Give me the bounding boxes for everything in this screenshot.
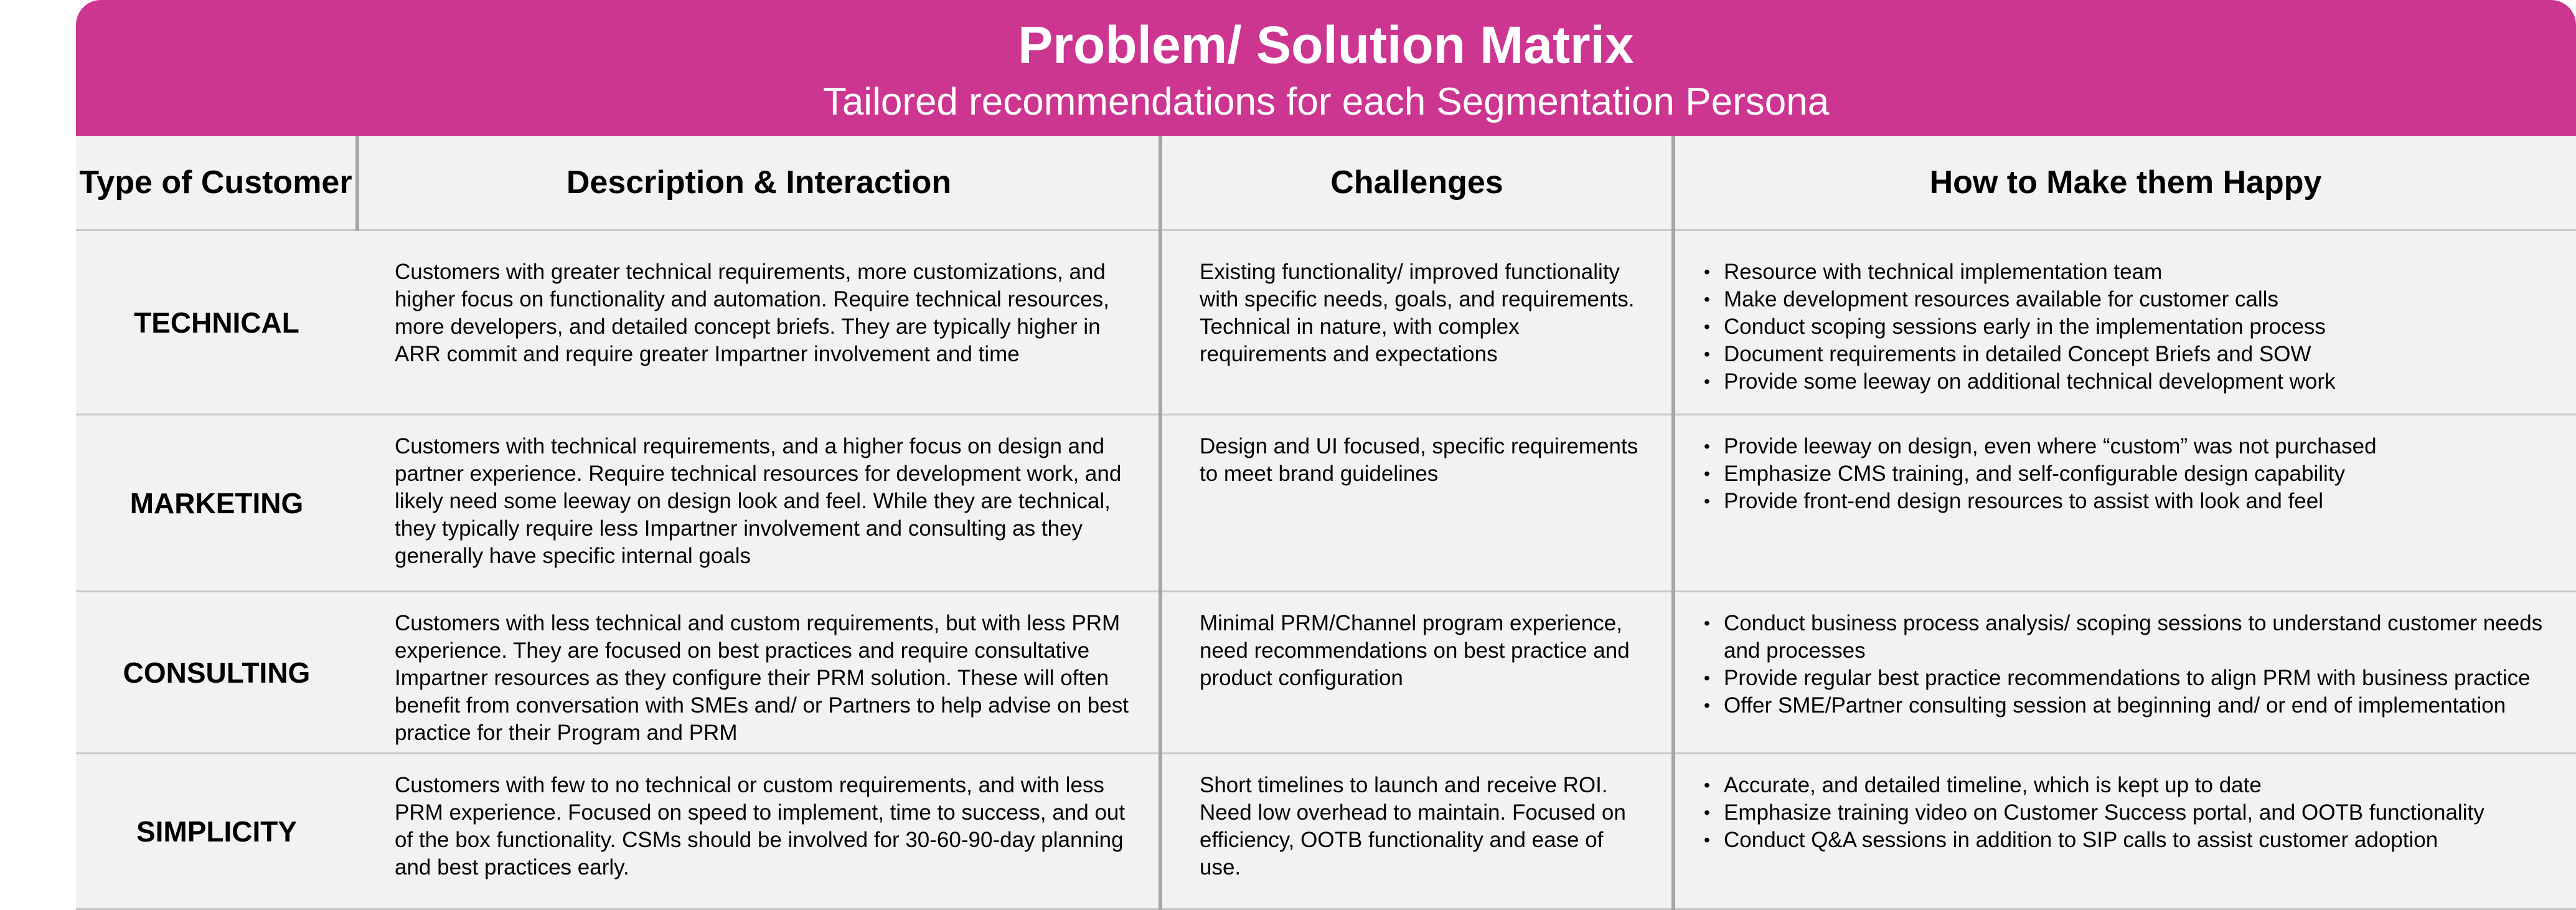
- bullet-icon: •: [1704, 372, 1710, 391]
- column-header-happy: How to Make them Happy: [1673, 136, 2576, 230]
- bullet-icon: •: [1704, 437, 1710, 456]
- list-item: [1704, 368, 2564, 396]
- list-item-text: Emphasize CMS training, and self-configurable design capability: [1724, 462, 2346, 486]
- list-item-text: Provide some leeway on additional technical development work: [1724, 369, 2336, 394]
- challenges-text: Short timelines to launch and receive ROI. Need low overhead to maintain. Focused on efficiency, OOTB functionality and ease of use.: [1200, 773, 1626, 879]
- description-text: Customers with technical requirements, and a higher focus on design and partner experience. Require technical resources for development work, and likely need some leeway on design look and feel. While they are technical, they typically require less Impartner involvement and consulting as they generally have specific internal goals: [395, 434, 1122, 568]
- bullet-icon: •: [1704, 344, 1710, 364]
- list-item: [1704, 313, 2564, 341]
- list-item: [1704, 488, 2564, 515]
- bullet-icon: •: [1704, 775, 1710, 795]
- challenges-text: Minimal PRM/Channel program experience, need recommendations on best practice and product configuration: [1200, 611, 1630, 690]
- happy-cell: [1673, 592, 2576, 754]
- challenges-cell: [1160, 754, 1673, 909]
- happy-list: [1675, 754, 2576, 854]
- list-item: [1704, 692, 2564, 719]
- bullet-icon: •: [1704, 668, 1710, 688]
- list-item: [1704, 258, 2564, 286]
- bullet-icon: •: [1704, 830, 1710, 850]
- table-row: [76, 592, 2576, 754]
- customer-type-label: TECHNICAL: [76, 230, 357, 415]
- bullet-icon: •: [1704, 803, 1710, 822]
- list-item-text: Make development resources available for customer calls: [1724, 287, 2278, 311]
- description-text: Customers with greater technical requirements, more customizations, and higher focus on functionality and automation. Require technical resources, more developers, and detailed concept briefs. They are typically higher in ARR commit and require greater Impartner involvement and time: [395, 260, 1109, 366]
- list-item-text: Provide leeway on design, even where “custom” was not purchased: [1724, 434, 2377, 458]
- bullet-icon: •: [1704, 491, 1710, 511]
- list-item: [1704, 433, 2564, 460]
- description-text: Customers with few to no technical or custom requirements, and with less PRM experience. Focused on speed to implement, time to success, and out of the box functionality. CSMs should be involved for 30-60-90-day planning and best practices early.: [395, 773, 1126, 879]
- list-item-text: Provide front-end design resources to assist with look and feel: [1724, 489, 2324, 513]
- challenges-cell: [1160, 230, 1673, 415]
- customer-type-label: MARKETING: [76, 415, 357, 592]
- list-item-text: Conduct Q&A sessions in addition to SIP calls to assist customer adoption: [1724, 828, 2438, 852]
- happy-cell: [1673, 754, 2576, 909]
- table-row: [76, 230, 2576, 415]
- description-cell: [357, 415, 1160, 592]
- challenges-text: Design and UI focused, specific requirements to meet brand guidelines: [1200, 434, 1638, 486]
- page-subtitle: Tailored recommendations for each Segmentation Persona: [822, 80, 1830, 123]
- happy-cell: [1673, 230, 2576, 415]
- list-item: [1704, 610, 2564, 665]
- table-row: [76, 754, 2576, 909]
- bullet-icon: •: [1704, 317, 1710, 336]
- happy-list: [1675, 231, 2576, 396]
- list-item: [1704, 665, 2564, 692]
- list-item-text: Document requirements in detailed Concept Briefs and SOW: [1724, 342, 2311, 366]
- list-item: [1704, 460, 2564, 488]
- happy-list: [1675, 415, 2576, 515]
- list-item: [1704, 772, 2564, 799]
- happy-cell: [1673, 415, 2576, 592]
- column-header-description: Description & Interaction: [357, 136, 1160, 230]
- challenges-cell: [1160, 592, 1673, 754]
- happy-list: [1675, 592, 2576, 719]
- list-item: [1704, 827, 2564, 854]
- list-item: [1704, 286, 2564, 313]
- list-item-text: Accurate, and detailed timeline, which is kept up to date: [1724, 773, 2262, 797]
- column-header-challenges: Challenges: [1160, 136, 1673, 230]
- description-cell: [357, 754, 1160, 909]
- list-item-text: Conduct scoping sessions early in the implementation process: [1724, 315, 2326, 339]
- customer-type-label: SIMPLICITY: [76, 754, 357, 909]
- description-cell: [357, 230, 1160, 415]
- list-item-text: Provide regular best practice recommendations to align PRM with business practice: [1724, 666, 2531, 690]
- challenges-cell: [1160, 415, 1673, 592]
- description-cell: [357, 592, 1160, 754]
- matrix-table: [76, 136, 2576, 910]
- bullet-icon: •: [1704, 290, 1710, 309]
- list-item-text: Conduct business process analysis/ scoping sessions to understand customer needs and processes: [1724, 611, 2543, 663]
- bullet-icon: •: [1704, 262, 1710, 282]
- header-row: [76, 136, 2576, 230]
- bullet-icon: •: [1704, 696, 1710, 715]
- title-banner: [76, 0, 2576, 136]
- bullet-icon: •: [1704, 464, 1710, 483]
- table-row: [76, 415, 2576, 592]
- list-item-text: Resource with technical implementation team: [1724, 260, 2163, 284]
- list-item-text: Offer SME/Partner consulting session at beginning and/ or end of implementation: [1724, 693, 2506, 718]
- description-text: Customers with less technical and custom requirements, but with less PRM experience. They are focused on best practices and require consultative Impartner resources as they configure their PRM solution. These will often benefit from conversation with SMEs and/ or Partners to help advise on best practice for their Program and PRM: [395, 611, 1129, 745]
- problem-solution-matrix: [76, 0, 2576, 908]
- list-item: [1704, 799, 2564, 827]
- bullet-icon: •: [1704, 614, 1710, 633]
- column-header-type: Type of Customer: [76, 136, 357, 230]
- challenges-text: Existing functionality/ improved functionality with specific needs, goals, and requirements. Technical in nature, with complex requirements and expectations: [1200, 260, 1635, 366]
- customer-type-label: CONSULTING: [76, 592, 357, 754]
- page-title: Problem/ Solution Matrix: [1018, 16, 1634, 74]
- list-item: [1704, 341, 2564, 368]
- list-item-text: Emphasize training video on Customer Success portal, and OOTB functionality: [1724, 800, 2484, 825]
